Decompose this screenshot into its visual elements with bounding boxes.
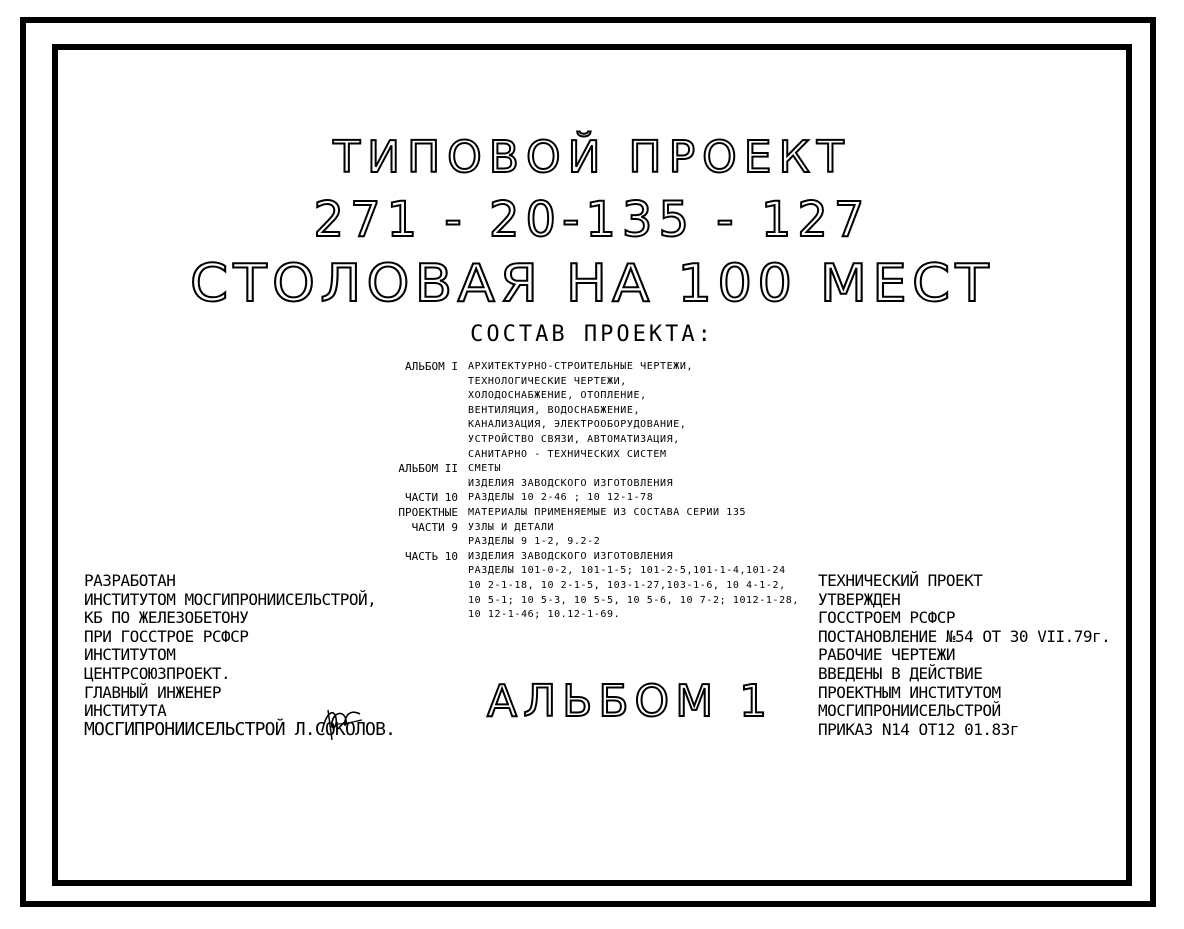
- developer-line: ИНСТИТУТОМ МОСГИПРОНИИСЕЛЬСТРОЙ,: [84, 589, 377, 609]
- approval-line: УТВЕРЖДЕН: [818, 589, 901, 609]
- row-text: 10 2-1-18, 10 2-1-5, 103-1-27,103-1-6, 10 4-1-2,: [468, 579, 786, 591]
- signature-image: [316, 702, 366, 742]
- developer-line: РАЗРАБОТАН: [84, 571, 176, 590]
- row-text: ХОЛОДОСНАБЖЕНИЕ, ОТОПЛЕНИЕ,: [468, 390, 647, 402]
- row-label: ЧАСТИ 10: [405, 491, 458, 505]
- developer-line: ЦЕНТРСОЮЗПРОЕКТ.: [84, 663, 231, 683]
- row-text: САНИТАРНО - ТЕХНИЧЕСКИХ СИСТЕМ: [468, 448, 667, 460]
- row-text: ВЕНТИЛЯЦИЯ, ВОДОСНАБЖЕНИЕ,: [468, 404, 641, 416]
- developer-line: КБ ПО ЖЕЛЕЗОБЕТОНУ: [84, 608, 249, 628]
- approval-line: ПРОЕКТНЫМ ИНСТИТУТОМ: [818, 682, 1001, 702]
- composition-row: [340, 477, 810, 492]
- row-label: АЛЬБОМ I: [405, 360, 458, 373]
- row-text: ИЗДЕЛИЯ ЗАВОДСКОГО ИЗГОТОВЛЕНИЯ: [468, 550, 674, 562]
- row-label: [340, 535, 468, 550]
- row-text: КАНАЛИЗАЦИЯ, ЭЛЕКТРООБОРУДОВАНИЕ,: [468, 419, 687, 431]
- row-label: АЛЬБОМ II: [398, 462, 458, 476]
- composition-list: [340, 360, 810, 623]
- row-label: ПРОЕКТНЫЕ: [398, 505, 458, 519]
- approval-line: РАБОЧИЕ ЧЕРТЕЖИ: [818, 645, 955, 665]
- composition-row: [340, 418, 810, 433]
- row-text: МАТЕРИАЛЫ ПРИМЕНЯЕМЫЕ ИЗ СОСТАВА СЕРИИ 135: [468, 506, 747, 518]
- composition-row: [340, 550, 810, 565]
- row-text: ТЕХНОЛОГИЧЕСКИЕ ЧЕРТЕЖИ,: [468, 375, 627, 387]
- row-text: 10 5-1; 10 5-3, 10 5-5, 10 5-6, 10 7-2; 1012-1-28,: [468, 594, 800, 606]
- row-label: [340, 389, 468, 404]
- developer-line: ИНСТИТУТА: [84, 701, 167, 721]
- row-label: [340, 448, 468, 463]
- album-number: АЛЬБОМ 1: [487, 676, 774, 727]
- composition-row: [340, 360, 810, 375]
- row-label: [340, 477, 468, 492]
- approval-block: [818, 572, 1110, 739]
- row-text: УСТРОЙСТВО СВЯЗИ, АВТОМАТИЗАЦИЯ,: [468, 433, 680, 445]
- row-text: АРХИТЕКТУРНО-СТРОИТЕЛЬНЫЕ ЧЕРТЕЖИ,: [468, 361, 694, 372]
- developer-line: ИНСТИТУТОМ: [84, 645, 176, 665]
- composition-row: [340, 491, 810, 506]
- approval-line: МОСГИПРОНИИСЕЛЬСТРОЙ: [818, 701, 1001, 721]
- row-text: СМЕТЫ: [468, 463, 502, 475]
- approval-line: ТЕХНИЧЕСКИЙ ПРОЕКТ: [818, 571, 983, 590]
- composition-heading: СОСТАВ ПРОЕКТА:: [470, 322, 714, 347]
- title-building-name: СТОЛОВАЯ НА 100 МЕСТ: [189, 254, 995, 314]
- composition-row: [340, 404, 810, 419]
- composition-row: [340, 433, 810, 448]
- composition-row: [340, 462, 810, 477]
- row-label: [340, 418, 468, 433]
- composition-row: [340, 448, 810, 463]
- row-text: УЗЛЫ И ДЕТАЛИ: [468, 521, 555, 533]
- chief-engineer-line: МОСГИПРОНИИСЕЛЬСТРОЙ Л.СОКОЛОВ.: [84, 718, 396, 740]
- row-text: РАЗДЕЛЫ 101-0-2, 101-1-5; 101-2-5,101-1-4,101-24: [468, 565, 786, 577]
- row-label: ЧАСТИ 9: [411, 520, 458, 534]
- row-label: ЧАСТЬ 10: [405, 549, 458, 563]
- row-text: ИЗДЕЛИЯ ЗАВОДСКОГО ИЗГОТОВЛЕНИЯ: [468, 477, 674, 489]
- composition-row: [340, 594, 810, 609]
- title-project-number: 271 - 20-135 - 127: [313, 192, 871, 248]
- composition-row: [340, 535, 810, 550]
- approval-line: ПОСТАНОВЛЕНИЕ №54 ОТ 30 VII.79г.: [818, 626, 1111, 646]
- row-text: РАЗДЕЛЫ 10 2-46 ; 10 12-1-78: [468, 492, 654, 504]
- composition-row: [340, 389, 810, 404]
- approval-line: ВВЕДЕНЫ В ДЕЙСТВИЕ: [818, 663, 983, 683]
- composition-row: [340, 375, 810, 390]
- approval-line: ГОССТРОЕМ РСФСР: [818, 608, 955, 628]
- composition-row: [340, 521, 810, 536]
- row-text: 10 12-1-46; 10.12-1-69.: [468, 609, 621, 621]
- composition-row: [340, 579, 810, 594]
- composition-row: [340, 608, 810, 623]
- developer-line: ГЛАВНЫЙ ИНЖЕНЕР: [84, 682, 221, 702]
- composition-row: [340, 506, 810, 521]
- row-label: [340, 375, 468, 390]
- row-text: РАЗДЕЛЫ 9 1-2, 9.2-2: [468, 536, 601, 548]
- developer-line: ПРИ ГОССТРОЕ РСФСР: [84, 626, 249, 646]
- composition-row: [340, 564, 810, 579]
- row-label: [340, 433, 468, 448]
- row-label: [340, 404, 468, 419]
- approval-line: ПРИКАЗ N14 ОТ12 01.83г: [818, 719, 1019, 739]
- title-typical-project: ТИПОВОЙ ПРОЕКТ: [333, 132, 851, 183]
